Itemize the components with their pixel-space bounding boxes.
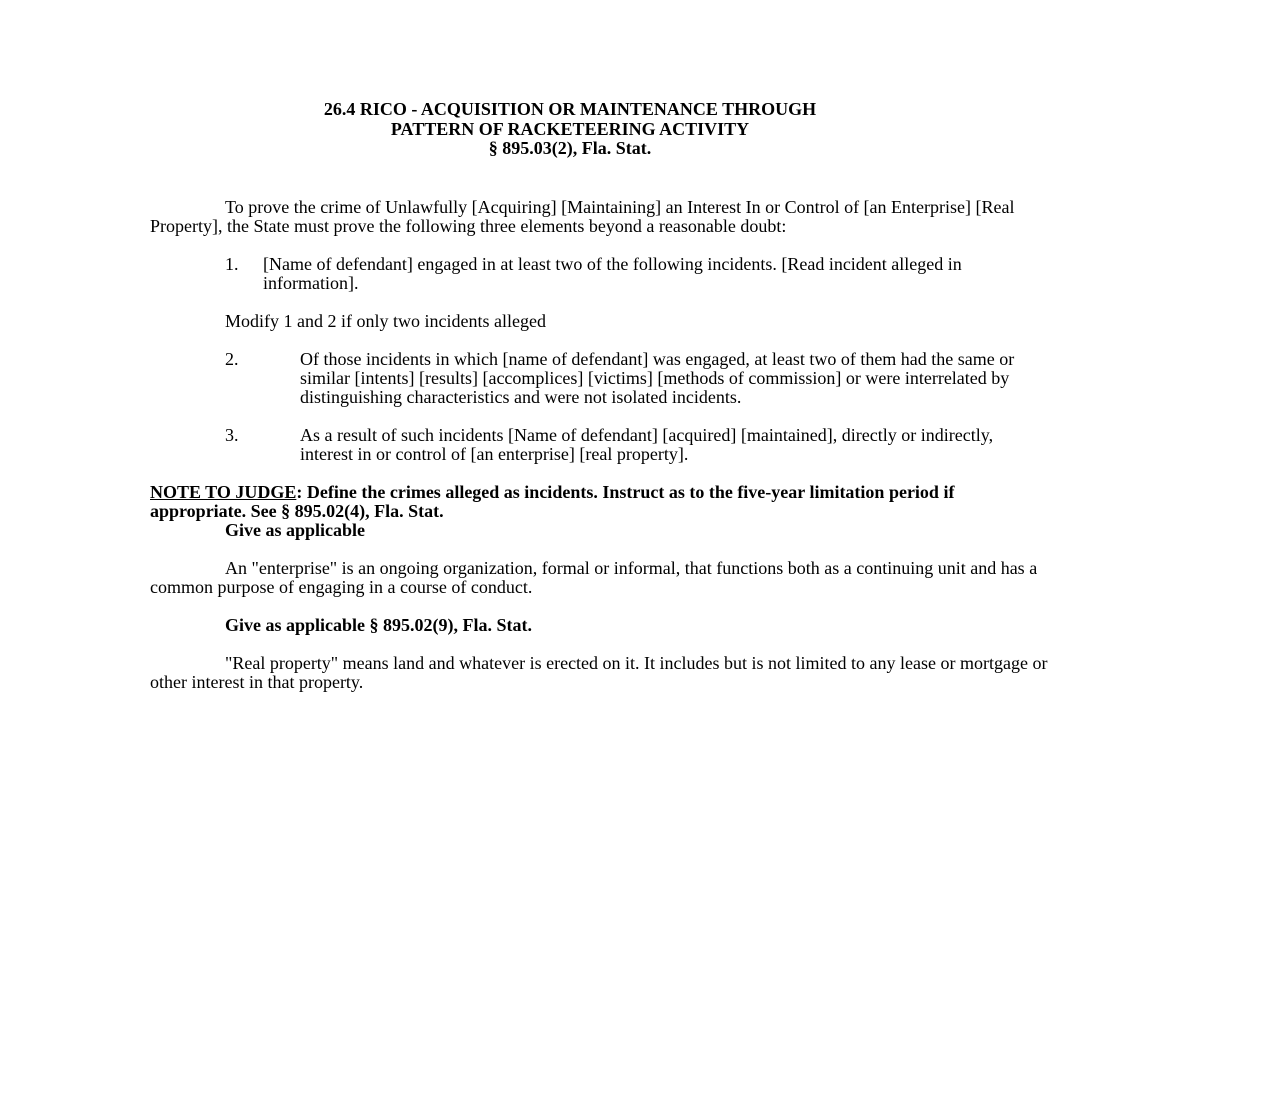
- document-page: [150, 100, 1050, 692]
- intro-paragraph: To prove the crime of Unlawfully [Acquiring] [Maintaining] an Interest In or Control of [an Enterprise] [Real Property], the State must prove the following three elements beyond a reasonable doubt:: [150, 196, 1015, 236]
- page-title: [120, 100, 1020, 159]
- real-property-definition: "Real property" means land and whatever is erected on it. It includes but is not limited to any lease or mortgage or other interest in that property.: [150, 652, 1048, 692]
- give-as-applicable-heading: Give as applicable: [225, 519, 366, 540]
- enterprise-definition: An "enterprise" is an ongoing organization, formal or informal, that functions both as a continuing unit and has a common purpose of engaging in a course of conduct.: [150, 557, 1038, 597]
- element-item-1: [225, 255, 1050, 293]
- give-as-applicable-statute-heading: Give as applicable § 895.02(9), Fla. Stat.: [225, 614, 532, 635]
- title-line-3: § 895.03(2), Fla. Stat.: [488, 138, 652, 158]
- element-item-3: [225, 426, 1050, 464]
- element-text: [Name of defendant] engaged in at least two of the following incidents. [Read incident alleged in information].: [263, 253, 962, 293]
- element-text: As a result of such incidents [Name of defendant] [acquired] [maintained], directly or indirectly, interest in or control of [an enterprise] [real property].: [300, 424, 994, 464]
- element-number: 3.: [225, 424, 239, 445]
- element-number: 1.: [225, 253, 239, 274]
- note-to-judge-text: : Define the crimes alleged as incidents. Instruct as to the five-year limitation period if appropriate. See § 895.02(4), Fla. Stat.: [150, 481, 955, 521]
- element-number: 2.: [225, 348, 239, 369]
- note-to-judge-label: NOTE TO JUDGE: [150, 481, 297, 502]
- modify-note: Modify 1 and 2 if only two incidents alleged: [225, 310, 546, 331]
- note-to-judge: [150, 483, 1050, 521]
- element-text: Of those incidents in which [name of defendant] was engaged, at least two of them had the same or similar [intents] [results] [accomplices] [victims] [methods of commission] or were interrelated by distinguishing characteristics and were not isolated incidents.: [300, 348, 1015, 407]
- element-item-2: [225, 350, 1050, 407]
- title-line-2: PATTERN OF RACKETEERING ACTIVITY: [390, 118, 750, 139]
- title-line-1: 26.4 RICO - ACQUISITION OR MAINTENANCE THROUGH: [323, 99, 817, 119]
